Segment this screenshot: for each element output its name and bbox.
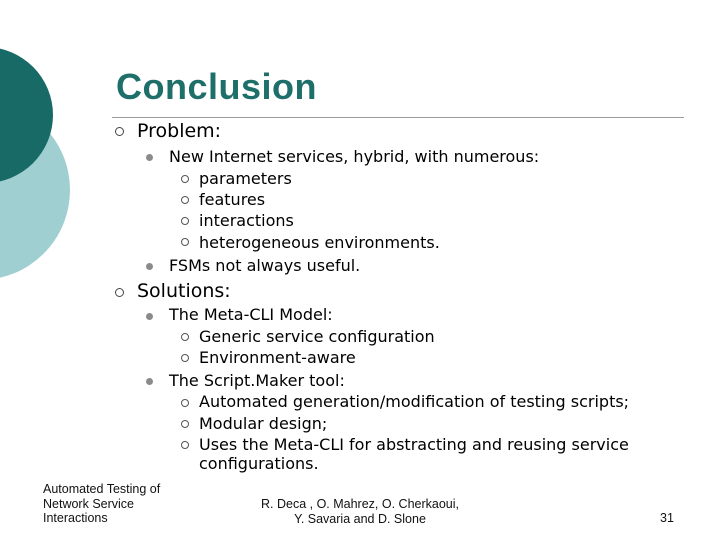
sub-bullet-item: Uses the Meta-CLI for abstracting and reusing service bbox=[199, 435, 629, 454]
bullet-item: The Script.Maker tool: bbox=[169, 371, 345, 390]
footer-left-line: Interactions bbox=[43, 511, 108, 525]
bullet-dot-icon bbox=[146, 313, 153, 320]
bullet-ring-icon bbox=[115, 288, 124, 297]
sub-bullet-item: features bbox=[199, 190, 266, 209]
footer-left bbox=[43, 482, 160, 526]
bullet-ring-small-icon bbox=[181, 399, 189, 407]
bullet-ring-small-icon bbox=[181, 196, 189, 204]
footer-author-line: R. Deca , O. Mahrez, O. Cherkaoui, bbox=[261, 497, 459, 511]
bullet-item: The Meta-CLI Model: bbox=[169, 305, 333, 324]
sub-bullet-item: Generic service configuration bbox=[199, 327, 435, 346]
section-heading-problem: Problem: bbox=[137, 120, 222, 142]
sub-bullet-item: heterogeneous environments. bbox=[199, 233, 440, 252]
bullet-dot-icon bbox=[146, 154, 153, 161]
sub-bullet-item: parameters bbox=[199, 169, 292, 188]
page-number: 31 bbox=[660, 511, 674, 525]
bullet-ring-small-icon bbox=[181, 354, 189, 362]
bullet-ring-small-icon bbox=[181, 333, 189, 341]
bullet-ring-small-icon bbox=[181, 420, 189, 428]
bullet-ring-small-icon bbox=[181, 441, 189, 449]
bullet-item: New Internet services, hybrid, with numerous: bbox=[169, 147, 540, 166]
bullet-ring-small-icon bbox=[181, 238, 189, 246]
sub-bullet-item: Automated generation/modification of testing scripts; bbox=[199, 392, 630, 411]
sub-bullet-item: interactions bbox=[199, 211, 294, 230]
bullet-ring-icon bbox=[115, 127, 124, 136]
section-heading-solutions: Solutions: bbox=[137, 280, 231, 302]
slide-title: Conclusion bbox=[116, 66, 317, 107]
sub-bullet-item: Environment-aware bbox=[199, 348, 356, 367]
bullet-dot-icon bbox=[146, 378, 153, 385]
footer-authors bbox=[230, 497, 490, 526]
footer-left-line: Automated Testing of bbox=[43, 482, 161, 496]
sub-bullet-item: Modular design; bbox=[199, 414, 328, 433]
sub-bullet-continuation: configurations. bbox=[199, 454, 319, 473]
bullet-ring-small-icon bbox=[181, 217, 189, 225]
bullet-dot-icon bbox=[146, 263, 153, 270]
bullet-ring-small-icon bbox=[181, 175, 189, 183]
footer-author-line: Y. Savaria and D. Slone bbox=[294, 511, 426, 526]
footer-left-line: Network Service bbox=[43, 496, 134, 511]
bullet-item: FSMs not always useful. bbox=[169, 256, 361, 275]
